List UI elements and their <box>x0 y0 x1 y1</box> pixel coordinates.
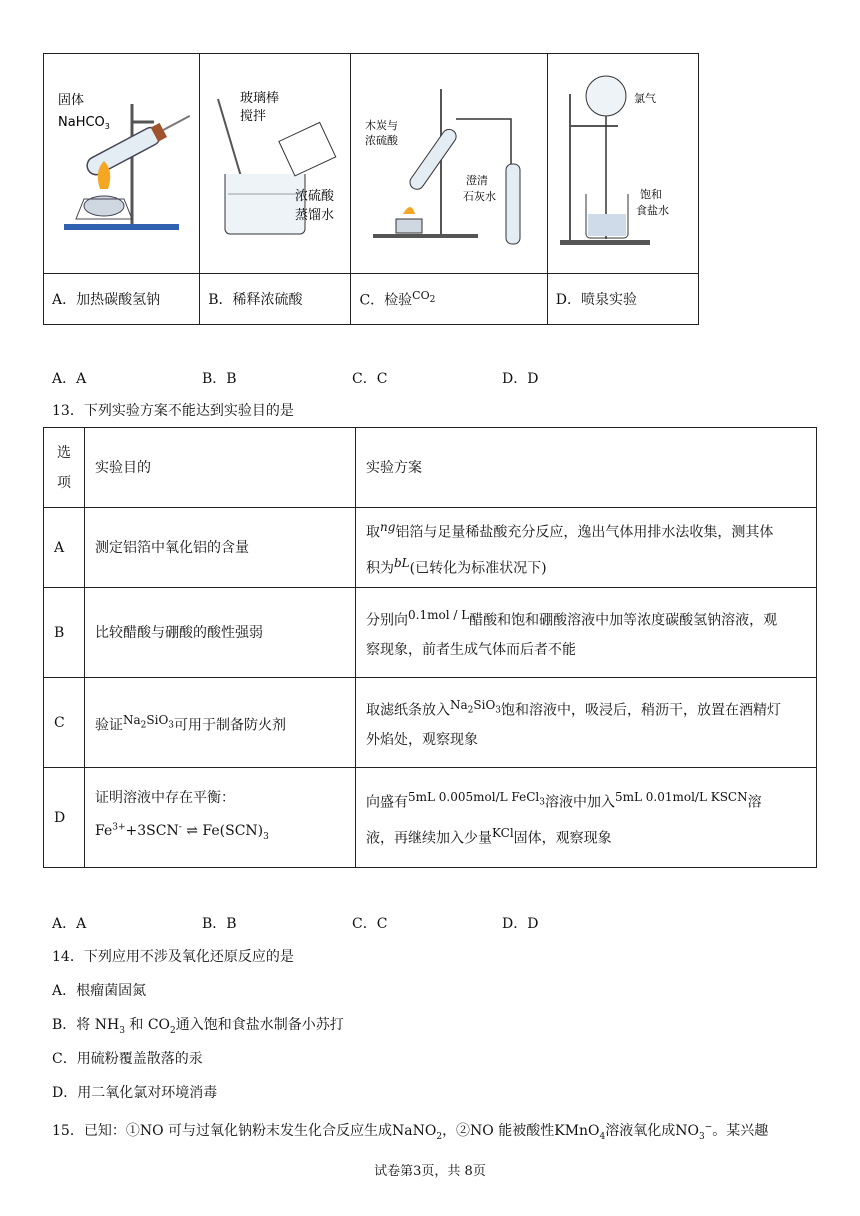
q15-stem: 15．已知：①NO 可与过氧化钠粉末发生化合反应生成NaNO$_2$，②NO 能被酸性KMnO$_4$溶液氧化成$NO_3^-$。某兴趣 <box>52 1122 769 1142</box>
apparatus-a-cell <box>44 54 200 274</box>
page-footer: 试卷第3页，共 8页 <box>374 1164 486 1179</box>
q12-choice-d[interactable]: D．D <box>502 371 539 387</box>
label-nahco3: NaHCO$_3$ <box>58 115 110 131</box>
label-brine: 食盐水 <box>635 204 669 217</box>
equilibrium-equation: $Fe^{3+}+3SCN^-$ ⇌ $Fe(SCN)_3$ <box>95 822 269 843</box>
header-option: 选 项 <box>44 428 85 508</box>
table-row <box>44 678 817 768</box>
q14-option-b[interactable]: B．将 $NH_3$ 和 $CO_2$通入饱和食盐水制备小苏打 <box>52 1017 344 1036</box>
row-plan: 取$^{ng}$铝箔与足量稀盐酸充分反应，逸出气体用排水法收集，测其体 积为$^{bL}$(已转化为标准状况下) <box>356 508 817 588</box>
header-plan: 实验方案 <box>356 428 817 508</box>
label-glass-rod: 玻璃棒 <box>240 91 280 106</box>
q12-choice-c[interactable]: C．C <box>352 371 388 387</box>
row-option: A <box>44 508 85 588</box>
row-goal: 证明溶液中存在平衡： $Fe^{3+}+3SCN^-$ ⇌ $Fe(SCN)_3$ <box>85 768 356 868</box>
row-option: D <box>44 768 85 868</box>
label-solid: 固体 <box>58 93 85 108</box>
experiment-table <box>43 427 817 868</box>
q14-stem: 14．下列应用不涉及氧化还原反应的是 <box>52 949 294 965</box>
label-chlorine: 氯气 <box>633 92 656 105</box>
table-row <box>44 768 817 868</box>
caption-c: C．检验$^{CO_2}$ <box>351 274 547 325</box>
fountain-diagram <box>548 54 698 269</box>
row-goal: 比较醋酸与硼酸的酸性强弱 <box>85 588 356 678</box>
label-stir: 搅拌 <box>240 109 267 124</box>
label-limewater: 石灰水 <box>463 190 497 203</box>
label-clear: 澄清 <box>466 174 489 187</box>
q13-choice-a[interactable]: A．A <box>52 916 87 932</box>
dilute-acid-diagram <box>200 54 350 269</box>
row-goal: 验证$^{Na_2SiO_3}$可用于制备防火剂 <box>85 678 356 768</box>
label-charcoal: 木炭与 <box>365 119 399 132</box>
caption-b: B．稀释浓硫酸 <box>200 274 351 325</box>
table-row <box>44 508 817 588</box>
row-plan: 向盛有$^{5mL 0.005mol/L FeCl_3}$溶液中加入$^{5mL 0.01mol/L KSCN}$溶 液，再继续加入少量$^{KCl}$固体，观察现象 <box>356 768 817 868</box>
test-co2-diagram <box>351 54 546 269</box>
label-conc-h2so4: 浓硫酸 <box>295 189 335 204</box>
heating-nahco3-diagram <box>44 54 199 269</box>
q13-stem: 13．下列实验方案不能达到实验目的是 <box>52 403 294 419</box>
apparatus-c-cell <box>351 54 547 274</box>
table-header-row <box>44 428 817 508</box>
label-saturated: 饱和 <box>639 188 662 201</box>
apparatus-table <box>43 53 699 325</box>
q12-choice-b[interactable]: B．B <box>202 371 237 387</box>
label-conc-acid: 浓硫酸 <box>365 134 399 147</box>
row-option: C <box>44 678 85 768</box>
row-plan: 分别向$^{0.1mol / L}$醋酸和饱和硼酸溶液中加等浓度碳酸氢钠溶液，观 察现象，前者生成气体而后者不能 <box>356 588 817 678</box>
caption-a: A．加热碳酸氢钠 <box>44 274 200 325</box>
apparatus-b-cell <box>200 54 351 274</box>
q13-choice-d[interactable]: D．D <box>502 916 539 932</box>
table-row <box>44 588 817 678</box>
q13-choice-b[interactable]: B．B <box>202 916 237 932</box>
header-goal: 实验目的 <box>85 428 356 508</box>
row-option: B <box>44 588 85 678</box>
row-goal: 测定铝箔中氧化铝的含量 <box>85 508 356 588</box>
row-plan: 取滤纸条放入$^{Na_2SiO_3}$饱和溶液中，吸浸后，稍沥干，放置在酒精灯 外焰处，观察现象 <box>356 678 817 768</box>
q12-choice-a[interactable]: A．A <box>52 371 87 387</box>
q14-option-a[interactable]: A．根瘤菌固氮 <box>52 983 147 999</box>
q14-option-d[interactable]: D．用二氧化氯对环境消毒 <box>52 1085 218 1101</box>
caption-d: D．喷泉实验 <box>547 274 698 325</box>
label-distilled-water: 蒸馏水 <box>295 208 335 223</box>
q13-choice-c[interactable]: C．C <box>352 916 388 932</box>
apparatus-d-cell <box>547 54 698 274</box>
q14-option-c[interactable]: C．用硫粉覆盖散落的汞 <box>52 1051 203 1067</box>
